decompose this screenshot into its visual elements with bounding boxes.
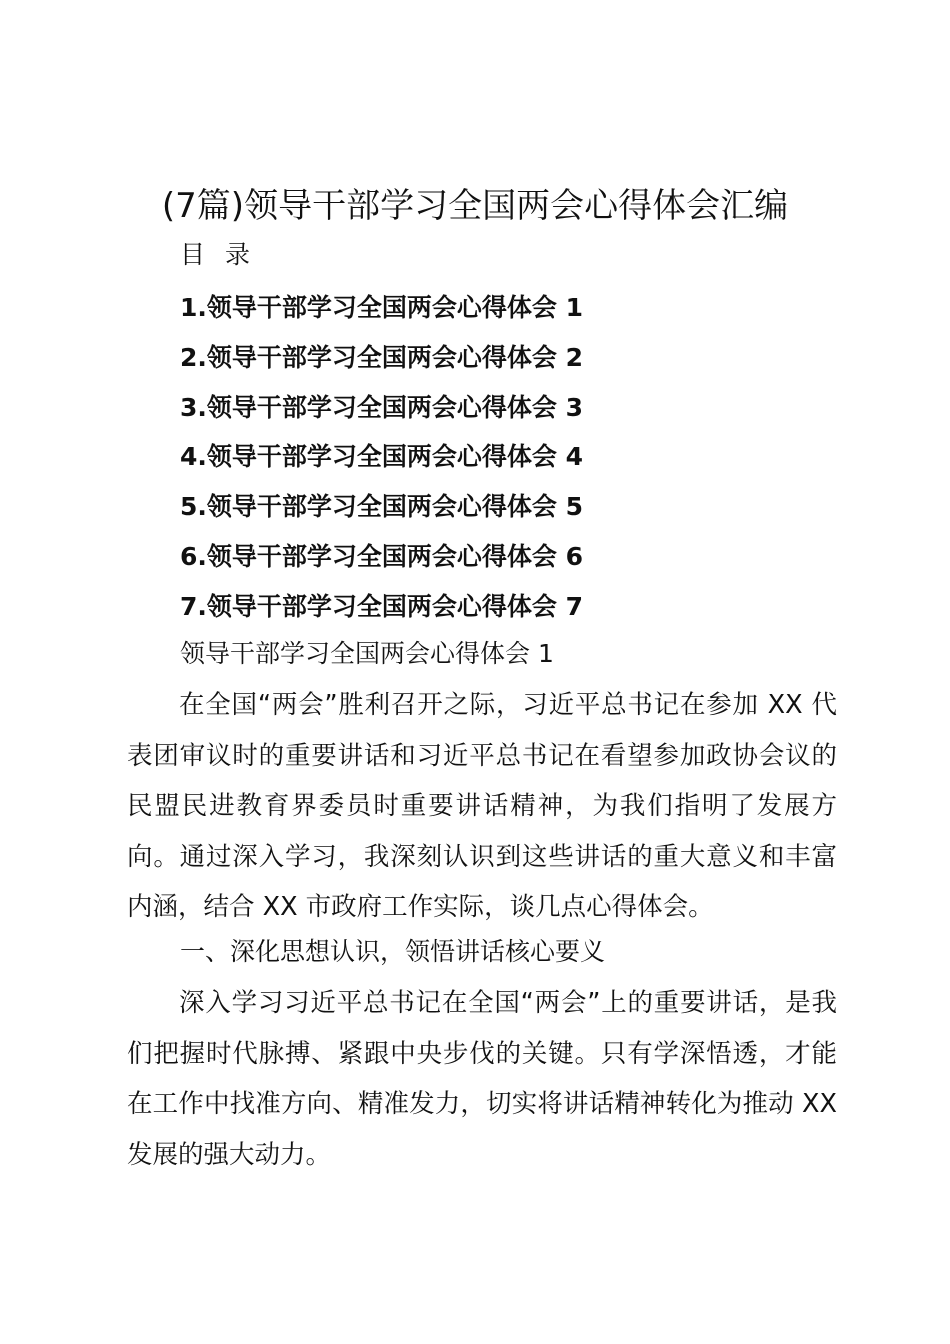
- toc-item[interactable]: 2.领导干部学习全国两会心得体会 2: [180, 342, 583, 372]
- toc-heading: 目 录: [180, 240, 256, 269]
- sub-heading: 一、深化思想认识，领悟讲话核心要义: [180, 937, 606, 966]
- toc-item[interactable]: 7.领导干部学习全国两会心得体会 7: [180, 591, 583, 621]
- table-of-contents: [180, 283, 583, 632]
- toc-item[interactable]: 3.领导干部学习全国两会心得体会 3: [180, 392, 583, 422]
- body-paragraph: 深入学习习近平总书记在全国“两会”上的重要讲话，是我们把握时代脉搏、紧跟中央步伐的关键。只有学深悟透，才能在工作中找准方向、精准发力，切实将讲话精神转化为推动 XX 发展的强大动力。: [127, 988, 837, 1170]
- toc-item[interactable]: 1.领导干部学习全国两会心得体会 1: [180, 293, 583, 322]
- document-title: (7篇)领导干部学习全国两会心得体会汇编: [161, 186, 789, 226]
- toc-item[interactable]: 6.领导干部学习全国两会心得体会 6: [180, 541, 583, 571]
- toc-item[interactable]: 4.领导干部学习全国两会心得体会 4: [180, 442, 583, 472]
- toc-item[interactable]: 5.领导干部学习全国两会心得体会 5: [180, 492, 583, 522]
- body-paragraph: 在全国“两会”胜利召开之际，习近平总书记在参加 XX 代表团审议时的重要讲话和习近平总书记在看望参加政协会议的民盟民进教育界委员时重要讲话精神，为我们指明了发展方向。通过深入学习，我深刻认识到这些讲话的重大意义和丰富内涵，结合 XX 市政府工作实际，谈几点心得体会。: [127, 690, 837, 922]
- section-title: 领导干部学习全国两会心得体会 1: [180, 639, 554, 668]
